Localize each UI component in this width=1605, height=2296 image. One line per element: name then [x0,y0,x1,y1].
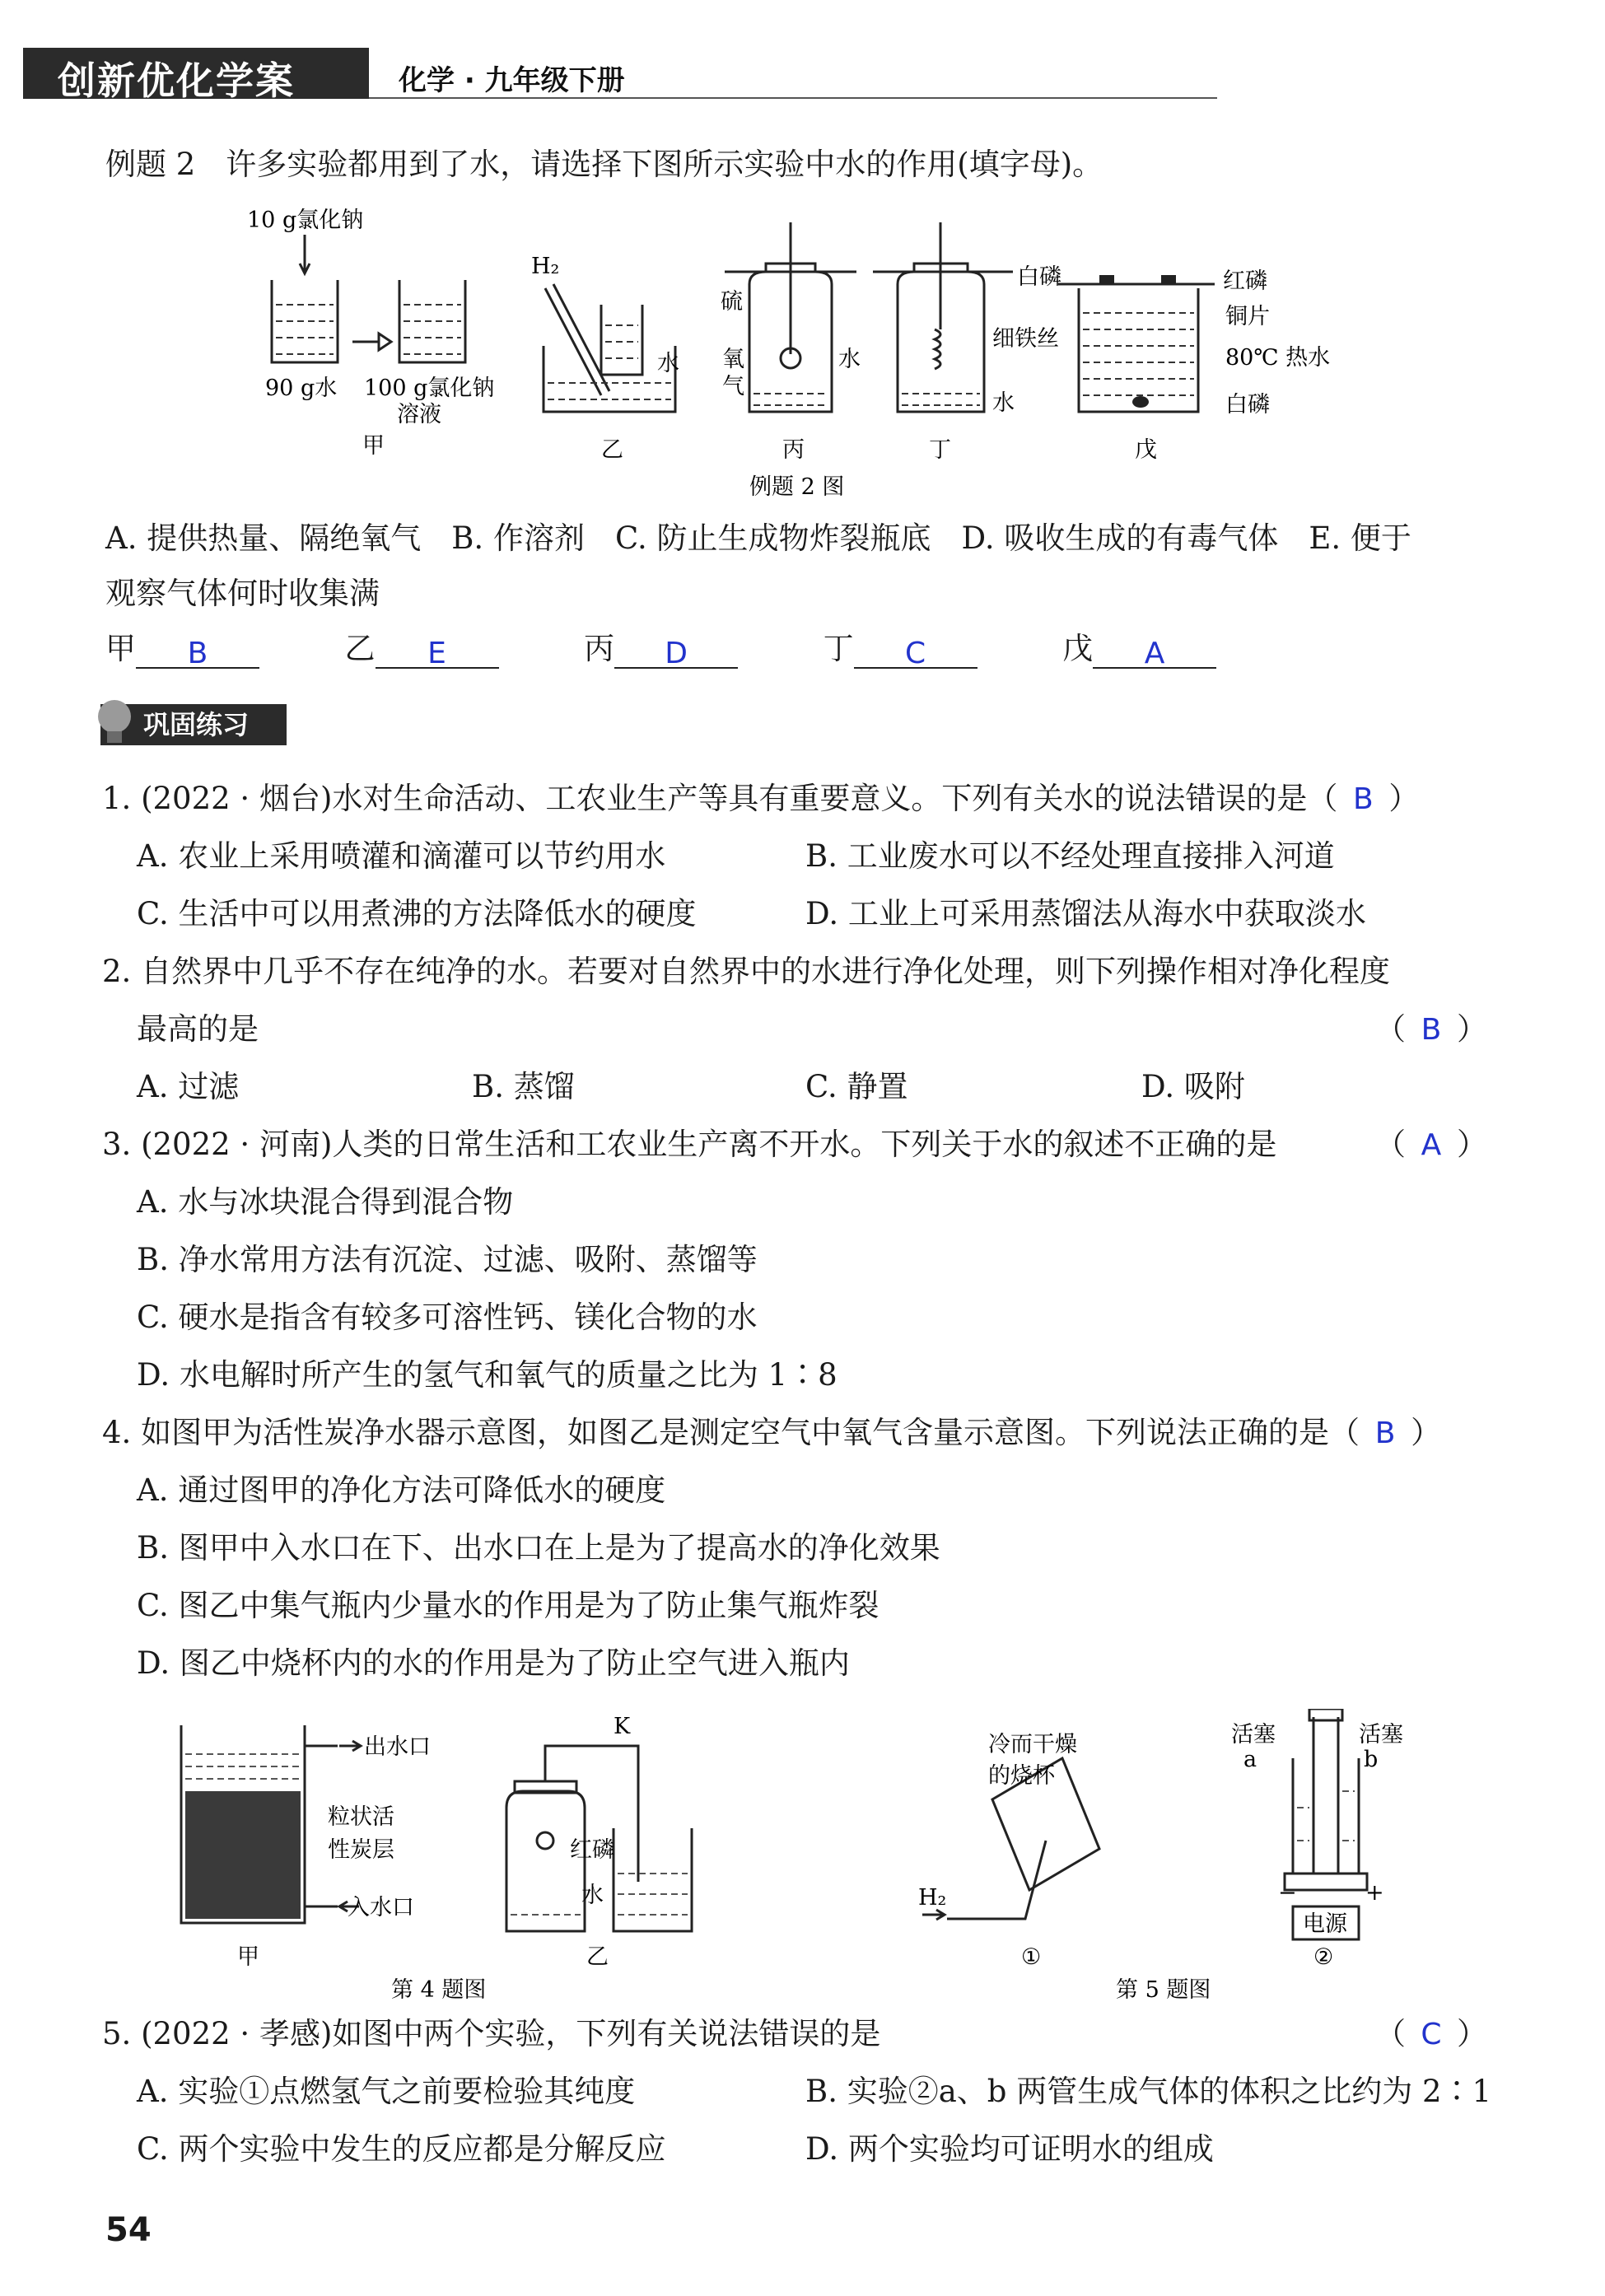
answer-bing[interactable]: D [614,634,738,669]
delivery-tube [545,284,609,395]
q4-stem: 4. 如图甲为活性炭净水器示意图，如图乙是测定空气中氧气含量示意图。下列说法正确的是（ B ） [102,1413,1441,1454]
fig5-two: ② [1313,1944,1334,1970]
fig5-valve-l: 活塞 [1231,1722,1276,1748]
q2-option-a: A. 过滤 [137,1069,240,1104]
fig4-yi: 乙 [586,1944,609,1970]
q2-option-c: C. 静置 [805,1069,908,1104]
fig5-beaker2: 的烧杯 [988,1763,1055,1789]
q3-option-b: B. 净水常用方法有沉淀、过滤、吸附、蒸馏等 [137,1242,758,1277]
jia-right-label: 100 g氯化钠 [364,376,495,401]
q5-stem: 5. (2022 · 孝感)如图中两个实验，下列有关说法错误的是 [102,2016,881,2051]
beaker-wu [1079,288,1198,412]
fig5-valve-r: 活塞 [1359,1722,1403,1748]
answer-wu[interactable]: A [1093,634,1216,669]
q5-option-d: D. 两个实验均可证明水的组成 [805,2131,1214,2167]
q4-option-c: C. 图乙中集气瓶内少量水的作用是为了防止集气瓶炸裂 [137,1588,879,1623]
bing-o1-label: 氧 [722,347,744,372]
ding-water-label: 水 [992,390,1015,416]
fig4-rp-label: 红磷 [570,1837,614,1863]
ding-name: 丁 [929,437,951,463]
fig5-b: b [1364,1747,1379,1772]
bing-name: 丙 [782,437,805,463]
electrolysis-apparatus [1285,1709,1367,1939]
q1-option-a: A. 农业上采用喷灌和滴灌可以节约用水 [137,838,666,874]
wu-hot-label: 80℃ 热水 [1225,345,1331,371]
yi-name: 乙 [601,437,623,463]
answer-label-bing: 丙 [584,631,615,666]
q2-option-d: D. 吸附 [1141,1069,1245,1104]
fig4-out-label: 出水口 [364,1734,431,1760]
book-subtitle: 化学 · 九年级下册 [399,64,625,97]
jia-top-label: 10 g氯化钠 [247,208,364,233]
fig4-k-label: K [614,1714,631,1739]
jia-name: 甲 [362,433,385,459]
lightbulb-icon [92,697,137,748]
fig4-carbon-label2: 性炭层 [328,1837,394,1863]
ding-wire-label: 细铁丝 [992,326,1059,352]
q3-option-d: D. 水电解时所产生的氢气和氧气的质量之比为 1∶8 [137,1357,837,1393]
q2-option-b: B. 蒸馏 [472,1069,575,1104]
trough [544,346,675,412]
answer-label-jia: 甲 [105,631,136,666]
fig4-jia: 甲 [237,1944,259,1970]
fig5-one: ① [1021,1944,1042,1970]
q2-stem2: 最高的是 [137,1011,259,1047]
bing-water-label: 水 [838,347,861,372]
answer-label-wu: 戊 [1062,631,1094,666]
fig4-in-label: 入水口 [348,1895,414,1920]
q5-option-a: A. 实验①点燃氢气之前要检验其纯度 [137,2074,636,2109]
wu-wp2-label: 白磷 [1225,392,1270,418]
fig4-caption: 第 4 题图 [391,1977,487,2003]
answer-label-ding: 丁 [823,631,854,666]
q5-option-b: B. 实验②a、b 两管生成气体的体积之比约为 2∶1 [805,2074,1492,2109]
q1-answer[interactable]: B [1353,782,1374,816]
fig4-carbon-label1: 粒状活 [328,1804,394,1830]
q2-answer[interactable]: B [1421,1013,1442,1047]
example-figure-caption: 例题 2 图 [749,474,845,500]
example-options-line1: A. 提供热量、隔绝氧气 B. 作溶剂 C. 防止生成物炸裂瓶底 D. 吸收生成的有毒气体 E. 便于 [105,520,1411,556]
answer-row [105,629,1216,669]
iron-coil [935,329,940,369]
brand-title: 创新优化学案 [58,58,295,103]
q3-answer[interactable]: A [1421,1128,1442,1162]
q4-option-b: B. 图甲中入水口在下、出水口在上是为了提高水的净化效果 [137,1530,940,1566]
fig5-power: 电源 [1303,1911,1347,1937]
q3-option-c: C. 硬水是指含有较多可溶性钙、镁化合物的水 [137,1300,758,1335]
wu-name: 戊 [1135,437,1157,463]
answer-label-yi: 乙 [344,631,376,666]
bing-s-label: 硫 [721,289,743,315]
wu-cu-label: 铜片 [1225,304,1270,329]
header-rule [369,97,1217,99]
page-number: 54 [105,2211,152,2249]
q4-answer[interactable]: B [1374,1416,1396,1450]
q1-option-d: D. 工业上可采用蒸馏法从海水中获取淡水 [805,896,1366,931]
q5-option-c: C. 两个实验中发生的反应都是分解反应 [137,2131,666,2167]
q1-option-b: B. 工业废水可以不经处理直接排入河道 [805,838,1335,874]
answer-ding[interactable]: C [854,634,977,669]
bing-o2-label: 气 [722,374,744,399]
q4-option-a: A. 通过图甲的净化方法可降低水的硬度 [137,1472,666,1508]
fig5-beaker1: 冷而干燥 [988,1732,1077,1757]
fig5-h2: H₂ [918,1885,947,1911]
figures-q4-q5 [165,1709,1482,2005]
answer-jia[interactable]: B [136,634,259,669]
fig5-a: a [1243,1747,1257,1772]
q1-option-c: C. 生活中可以用煮沸的方法降低水的硬度 [137,896,697,931]
fig4-water-label: 水 [581,1883,604,1908]
q3-answer-box: （ A ） [1375,1125,1487,1165]
q3-stem: 3. (2022 · 河南)人类的日常生活和工农业生产离不开水。下列关于水的叙述不正确的是 [102,1127,1277,1162]
q1-stem: 1. (2022 · 烟台)水对生命活动、工农业生产等具有重要意义。下列有关水的说法错误的是（ B ） [102,779,1419,819]
fig5-caption: 第 5 题图 [1116,1977,1211,2003]
q3-option-a: A. 水与冰块混合得到混合物 [137,1184,514,1220]
fig5-minus: − [1278,1880,1297,1906]
fig5-plus: + [1365,1880,1384,1906]
yi-gas-label: H₂ [531,254,560,279]
q5-answer[interactable]: C [1421,2018,1442,2051]
example-figure [214,206,1383,511]
carbon-layer [185,1791,301,1919]
answer-yi[interactable]: E [376,634,499,669]
wu-wp-label: 白磷 [1017,264,1061,290]
collect-bottle [601,305,642,375]
yi-water-label: 水 [657,351,679,376]
arrow-icon [352,334,391,350]
jia-right-label2: 溶液 [397,402,441,427]
q2-stem: 2. 自然界中几乎不存在纯净的水。若要对自然界中的水进行净化处理，则下列操作相对净化程度 [102,954,1391,989]
example-title: 例题 2 许多实验都用到了水，请选择下图所示实验中水的作用(填字母)。 [105,147,1103,182]
section-title: 巩固练习 [100,704,287,745]
q2-answer-box: （ B ） [1375,1010,1487,1050]
q4-option-d: D. 图乙中烧杯内的水的作用是为了防止空气进入瓶内 [137,1645,850,1681]
wu-rp-label: 红磷 [1223,268,1267,294]
q5-answer-box: （ C ） [1375,2014,1487,2055]
example-options-line2: 观察气体何时收集满 [105,576,380,611]
jia-left-label: 90 g水 [265,376,338,401]
